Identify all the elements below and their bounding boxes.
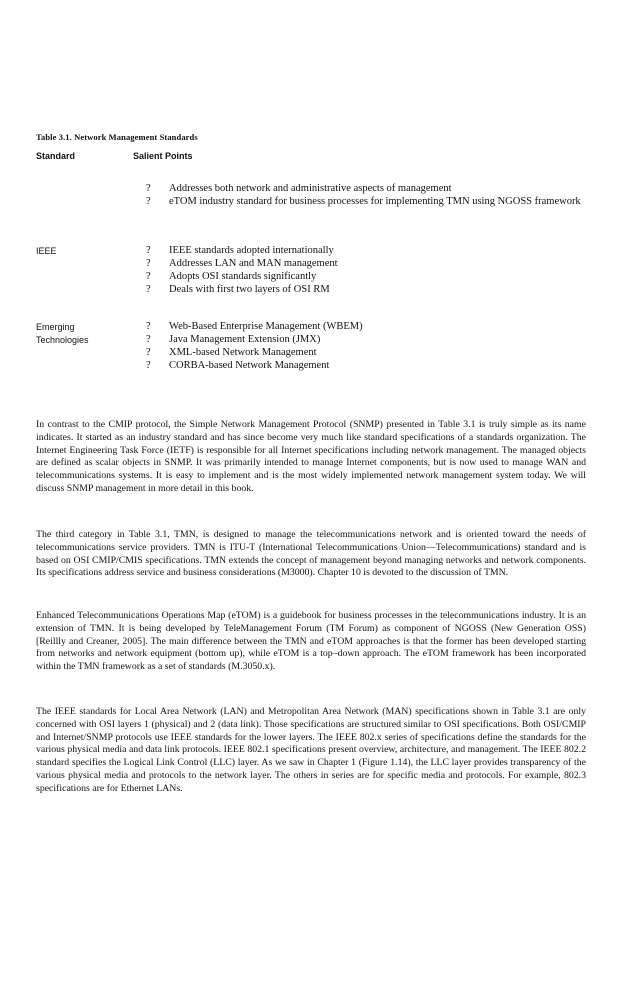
list-item: ? XML-based Network Management	[146, 347, 317, 358]
bullet-list-row-2	[146, 244, 594, 296]
bullet-mark: ?	[146, 196, 151, 207]
paragraph-ieee: The IEEE standards for Local Area Network (LAN) and Metropolitan Area Network (MAN) specifications shown in Table 3.1 are only concerned with OSI layers 1 (physical) and 2 (data link). Those specifications are structured similar to OSI specifications. Both OSI/CMIP and Internet/SNMP protocols use IEEE standards for the lower layers. The IEEE 802.x series of specifications define the standards for the various physical media and data link protocols. IEEE 802.1 specifications present overview, architecture, and management. The IEEE 802.2 standard specifies the Logical Link Control (LLC) layer. As we saw in Chapter 1 (Figure 1.14), the LLC layer provides transparency of the various physical media and protocols to the network layer. The others in series are for specific media and protocols. For example, 802.3 specifications are for Ethernet LANs.	[36, 706, 586, 794]
table-caption: Table 3.1. Network Management Standards	[36, 132, 198, 142]
row-label-ieee: IEEE	[36, 246, 57, 256]
list-item: ? Adopts OSI standards significantly	[146, 271, 317, 282]
paragraph-snmp: In contrast to the CMIP protocol, the Simple Network Management Protocol (SNMP) presented in Table 3.1 is truly simple as its name indicates. It started as an industry standard and has since become very much like standard specifications of a standards organization. The Internet Engineering Task Force (IETF) is responsible for all Internet specifications including network management. The managed objects are defined as scalar objects in SNMP. It was primarily intended to manage Internet components, but is now used to manage WAN and telecommunications systems. It is easy to implement and is the most widely implemented network management system today. We will discuss SNMP management in more detail in this book.	[36, 419, 586, 494]
list-item: ? Addresses LAN and MAN management	[146, 258, 338, 269]
bullet-mark: ?	[146, 334, 151, 345]
column-header-salient-points: Salient Points	[133, 151, 193, 161]
bullet-mark: ?	[146, 183, 151, 194]
bullet-mark: ?	[146, 360, 151, 371]
paragraph-tmn: The third category in Table 3.1, TMN, is designed to manage the telecommunications network and is oriented toward the needs of telecommunications service providers. TMN is ITU-T (International Telecommunications Union—Telecommunications) standard and is based on OSI CMIP/CMIS specifications. TMN extends the concept of management beyond managing networks and network components. Its specifications address service and business considerations (M3000). Chapter 10 is devoted to the discussion of TMN.	[36, 529, 586, 579]
list-item: ? Web-Based Enterprise Management (WBEM)	[146, 321, 363, 332]
list-item: ? CORBA-based Network Management	[146, 360, 330, 371]
bullet-mark: ?	[146, 271, 151, 282]
list-item: ? eTOM industry standard for business processes for implementing TMN using NGOSS framework	[146, 196, 581, 207]
list-item: ? Java Management Extension (JMX)	[146, 334, 321, 345]
bullet-list-row-3	[146, 320, 594, 372]
bullet-mark: ?	[146, 321, 151, 332]
bullet-mark: ?	[146, 258, 151, 269]
bullet-list-row-1	[146, 182, 594, 208]
column-header-standard: Standard	[36, 151, 76, 161]
bullet-mark: ?	[146, 284, 151, 295]
paragraph-etom: Enhanced Telecommunications Operations Map (eTOM) is a guidebook for business processes in the telecommunications industry. It is an extension of TMN. It is being developed by TeleManagement Forum (TM Forum) as component of NGOSS (New Generation OSS) [Reillly and Creaner, 2005]. The main difference between the TMN and eTOM approaches is that the former has been developed starting from networks and network equipment (bottom up), while eTOM is a top–down approach. The eTOM framework has been incorporated within the TMN framework as a set of standards (M.3050.x).	[36, 610, 586, 672]
list-item: ? IEEE standards adopted internationally	[146, 245, 334, 256]
list-item: ? Deals with first two layers of OSI RM	[146, 284, 330, 295]
bullet-mark: ?	[146, 245, 151, 256]
list-item: ? Addresses both network and administrative aspects of management	[146, 183, 452, 194]
bullet-mark: ?	[146, 347, 151, 358]
row-label-emerging-technologies: Emerging Technologies	[36, 322, 89, 345]
